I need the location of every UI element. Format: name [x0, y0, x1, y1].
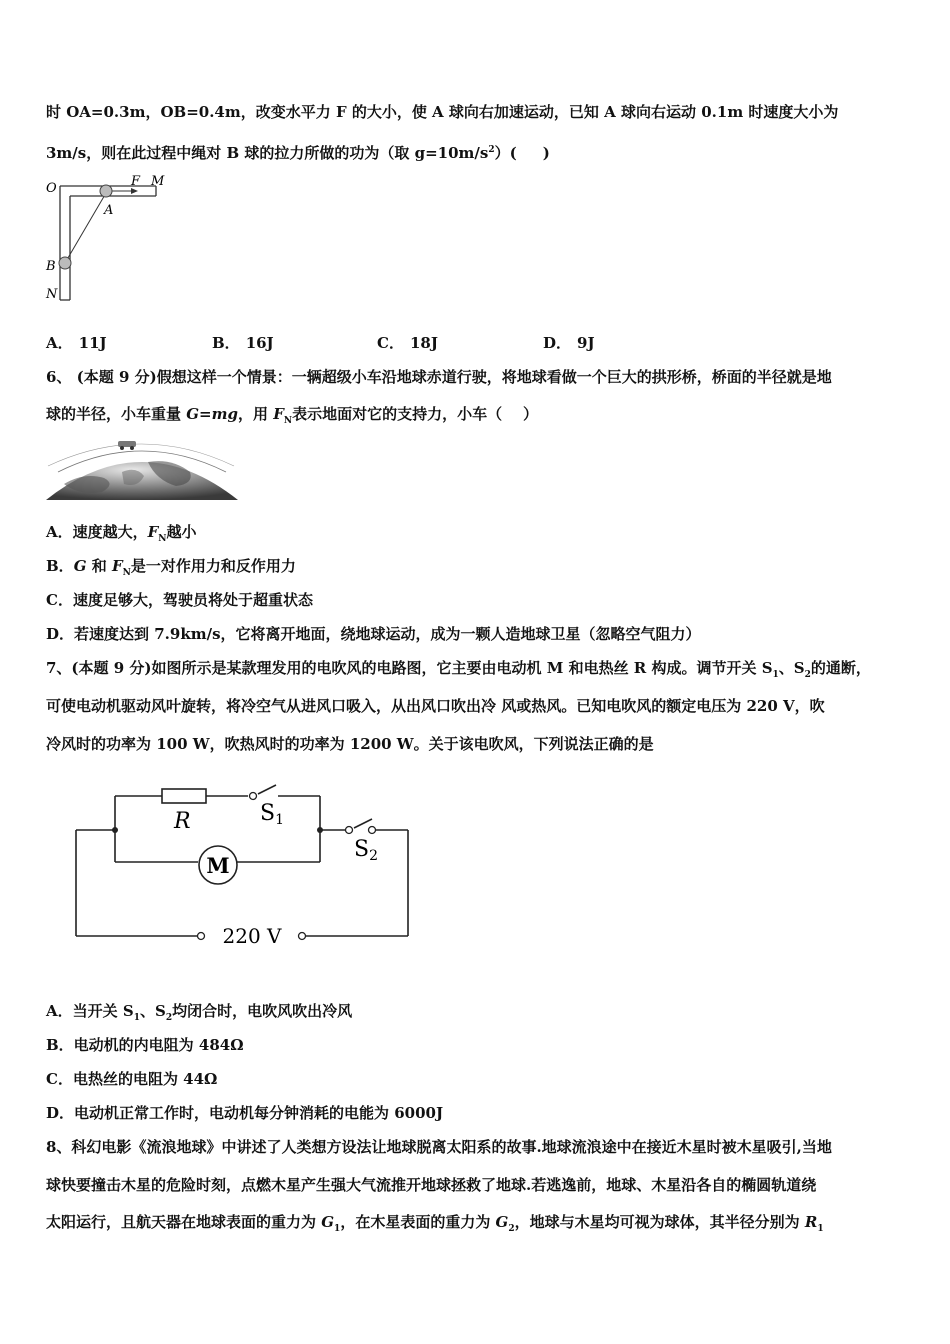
q7-text: 7、(本题 9 分)如图所示是某款理发用的电吹风的电路图，它主要由电动机 M 和电热丝 R 构成。调节开关 S: [46, 659, 773, 677]
option-letter: A．: [46, 334, 73, 352]
q5-figure: [40, 170, 180, 310]
q6-text: 表示地面对它的支持力，小车（ ）: [292, 405, 538, 423]
label-S2-letter: S: [354, 837, 370, 862]
q6-option-b[interactable]: [46, 556, 296, 583]
q8-text: ，在木星表面的重力为: [340, 1213, 496, 1231]
label-S1-letter: S: [260, 801, 276, 826]
q8-sub: 2: [508, 1224, 515, 1234]
motor-M: M: [206, 853, 230, 878]
q5-option-d[interactable]: [543, 333, 595, 353]
q5-sup: 2: [488, 145, 495, 155]
label-M: M: [151, 174, 165, 189]
q6-text: 越小: [166, 523, 197, 541]
q7-stem-line-2: 可使电动机驱动风叶旋转，将冷空气从进风口吸入，从出风口吹出冷 风或热风。已知电吹风的额定电压为 220 V，吹: [46, 697, 825, 715]
q7-option-b[interactable]: B．电动机的内电阻为 484Ω: [46, 1036, 244, 1054]
q7-text: 、S: [139, 1002, 166, 1020]
q6-option-d[interactable]: D．若速度达到 7.9km/s，它将离开地面，绕地球运动，成为一颗人造地球卫星（忽略空气阻力）: [46, 625, 701, 643]
q8-text: 太阳运行，且航天器在地球表面的重力为: [46, 1213, 322, 1231]
q8-sub: 1: [334, 1224, 341, 1234]
q6-option-c[interactable]: C．速度足够大，驾驶员将处于超重状态: [46, 591, 313, 609]
q8-sub: 1: [817, 1224, 824, 1234]
q6-text: F: [111, 557, 123, 575]
q7-sub: 1: [133, 1013, 140, 1023]
q8-text: ，地球与木星均可视为球体，其半径分别为: [514, 1213, 805, 1231]
q7-option-d[interactable]: D．电动机正常工作时，电动机每分钟消耗的电能为 6000J: [46, 1104, 444, 1122]
q6-text: 球的半径，小车重量: [46, 405, 187, 423]
q6-text: 和: [86, 557, 112, 575]
q8-stem-line-1: 8、科幻电影《流浪地球》中讲述了人类想方设法让地球脱离太阳系的故事.地球流浪途中在接近木星时被木星吸引,当地: [46, 1138, 832, 1156]
q6-text: F: [273, 405, 284, 423]
label-F: F: [131, 174, 141, 189]
q6-earth-image: [44, 432, 240, 502]
q7-text: 均闭合时，电吹风吹出冷风: [172, 1002, 353, 1020]
q8-text: G: [321, 1213, 335, 1231]
option-letter: D．: [543, 334, 572, 352]
label-A: A: [104, 203, 114, 218]
q5-stem-line-1: 时 OA=0.3m，OB=0.4m，改变水平力 F 的大小，使 A 球向右加速运动，已知 A 球向右运动 0.1m 时速度大小为: [46, 103, 839, 121]
q7-sub: 1: [772, 670, 779, 680]
q7-text: 的通断，: [810, 659, 871, 677]
label-S1: [260, 801, 284, 828]
q7-stem-line-3: 冷风时的功率为 100 W，吹热风时的功率为 1200 W。关于该电吹风，下列说法正确的是: [46, 735, 654, 753]
label-B: B: [46, 259, 56, 274]
q7-option-a[interactable]: [46, 1001, 352, 1028]
label-R: R: [174, 809, 191, 834]
q6-text: A．速度越大，: [46, 523, 148, 541]
q6-text: ，用: [237, 405, 274, 423]
option-text: 11J: [78, 334, 107, 352]
q6-text: G=mg: [186, 405, 238, 423]
q5-stem-line-2: [46, 140, 550, 163]
label-S2-sub: 2: [369, 848, 378, 864]
label-S1-sub: 1: [275, 812, 284, 828]
q7-stem-line-1: [46, 658, 871, 685]
q6-option-a[interactable]: [46, 522, 197, 549]
q7-option-c[interactable]: C．电热丝的电阻为 44Ω: [46, 1070, 218, 1088]
q6-stem-line-1: 6、 (本题 9 分)假想这样一个情景：一辆超级小车沿地球赤道行驶，将地球看做一个巨大的拱形桥，桥面的半径就是地: [46, 368, 832, 386]
q6-text: F: [147, 523, 159, 541]
q5-option-b[interactable]: [212, 333, 274, 353]
option-letter: B．: [212, 334, 240, 352]
q5-text: 3m/s，则在此过程中绳对 B 球的拉力所做的功为（取 g=10m/s: [46, 144, 489, 162]
q8-stem-line-2: 球快要撞击木星的危险时刻，点燃木星产生强大气流推开地球拯救了地球.若逃逸前，地球、木星沿各自的椭圆轨道绕: [46, 1176, 817, 1194]
q8-text: G: [495, 1213, 509, 1231]
label-voltage: 220 V: [222, 924, 282, 948]
q5-option-c[interactable]: [377, 333, 438, 353]
q6-stem-line-2: [46, 404, 538, 431]
q6-sub: N: [283, 416, 293, 426]
option-letter: C．: [377, 334, 404, 352]
q6-sub: N: [122, 568, 131, 578]
q6-text: B．: [46, 557, 74, 575]
option-text: 9J: [577, 334, 595, 352]
q7-sub: 2: [804, 670, 811, 680]
q7-sub: 2: [165, 1013, 173, 1023]
q8-stem-line-3: [46, 1212, 824, 1239]
q5-option-a[interactable]: [46, 333, 107, 353]
q5-text: ）( ): [494, 144, 550, 162]
q6-text: G: [73, 557, 87, 575]
q7-circuit-diagram: [70, 776, 420, 956]
q6-sub: N: [158, 534, 167, 544]
option-text: 16J: [245, 334, 274, 352]
label-O: O: [46, 181, 57, 196]
q7-text: 、S: [778, 659, 805, 677]
label-S2: [354, 837, 378, 864]
q6-text: 是一对作用力和反作用力: [130, 557, 296, 575]
q7-text: A．当开关 S: [46, 1002, 134, 1020]
option-text: 18J: [409, 334, 438, 352]
q8-text: R: [804, 1213, 818, 1231]
label-N: N: [46, 287, 58, 302]
